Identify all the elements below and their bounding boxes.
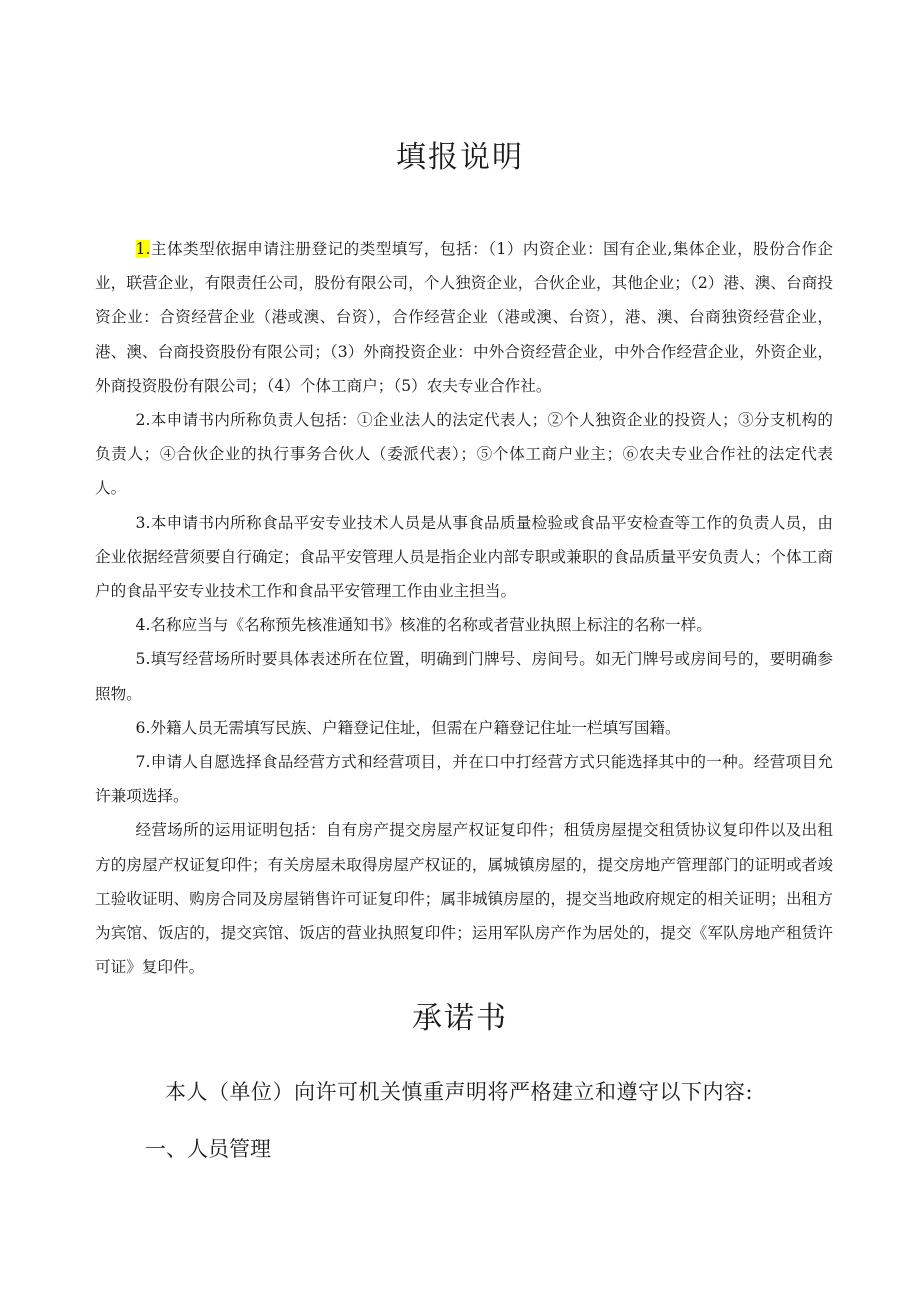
instruction-item-3: 3.本申请书内所称食品平安专业技术人员是从事食品质量检验或食品平安检查等工作的负责人员，由企业依据经营须要自行确定；食品平安管理人员是指企业内部专职或兼职的食品质量平安负责人；个体工商户的食品平安专业技术工作和食品平安管理工作由业主担当。 bbox=[95, 513, 833, 601]
instruction-item-1 bbox=[95, 232, 833, 403]
instruction-item-7: 7.申请人自愿选择食品经营方式和经营项目，并在口中打经营方式只能选择其中的一种。经营项目允许兼项选择。 bbox=[95, 753, 833, 806]
section-heading-personnel: 一、人员管理 bbox=[145, 1137, 271, 1161]
item1-number-highlight: 1. bbox=[135, 240, 151, 258]
instruction-item-5: 5.填写经营场所时要具体表述所在位置，明确到门牌号、房间号。如无门牌号或房间号的，要明确参照物。 bbox=[95, 650, 833, 703]
instructions-body bbox=[95, 232, 833, 984]
premises-proof-note: 经营场所的运用证明包括：自有房产提交房屋产权证复印件；租赁房屋提交租赁协议复印件以及出租方的房屋产权证复印件；有关房屋未取得房屋产权证的，属城镇房屋的，提交房地产管理部门的证明或者竣工验收证明、购房合同及房屋销售许可证复印件；属非城镇房屋的，提交当地政府规定的相关证明；出租方为宾馆、饭店的，提交宾馆、饭店的营业执照复印件；运用军队房产作为居处的，提交《军队房地产租赁许可证》复印件。 bbox=[95, 821, 833, 977]
instruction-item-4: 4.名称应当与《名称预先核准通知书》核准的名称或者营业执照上标注的名称一样。 bbox=[135, 616, 712, 635]
instruction-item-2: 2.本申请书内所称负责人包括：①企业法人的法定代表人；②个人独资企业的投资人；③分支机构的负责人；④合伙企业的执行事务合伙人（委派代表）；⑤个体工商户业主；⑥农夫专业合作社的法定代表人。 bbox=[95, 411, 833, 498]
item1-text: 主体类型依据申请注册登记的类型填写，包括：（1）内资企业：国有企业,集体企业，股份合作企业，联营企业，有限责任公司，股份有限公司，个人独资企业，合伙企业，其他企业；（2）港、澳、台商投资企业：合资经营企业（港或澳、台资），合作经营企业（港或澳、台资），港、澳、台商独资经营企业，港、澳、台商投资股份有限公司；（3）外商投资企业：中外合资经营企业，中外合作经营企业，外资企业，外商投资股份有限公司；（4）个体工商户；（5）农夫专业合作社。 bbox=[95, 240, 833, 395]
commitment-statement: 本人（单位）向许可机关慎重声明将严格建立和遵守以下内容: bbox=[165, 1080, 754, 1104]
commitment-title: 承诺书 bbox=[412, 1001, 508, 1036]
instructions-title: 填报说明 bbox=[396, 140, 524, 175]
instruction-item-6: 6.外籍人员无需填写民族、户籍登记住址，但需在户籍登记住址一栏填写国籍。 bbox=[135, 718, 681, 737]
